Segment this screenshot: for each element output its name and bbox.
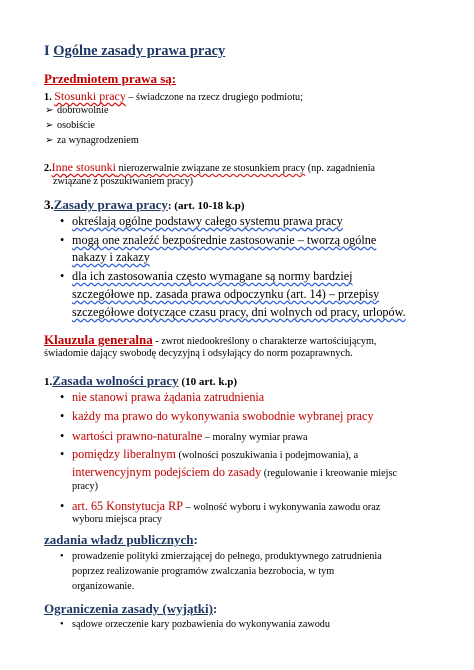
section-heading-wolnosc: [44, 373, 237, 389]
arrow-bullet-icon: ➢: [45, 135, 54, 146]
page-title: [44, 43, 225, 60]
bullet-text: szczegółowe np. zasada prawa odpoczynku (art. 14) – przepisy: [72, 287, 380, 301]
heading-number: 3.: [44, 197, 54, 212]
item-text: (np. zagadnienia: [305, 163, 376, 174]
bullet-text: (wolności poszukiwania i podejmowania), a: [175, 450, 359, 461]
bullet-item: [60, 551, 382, 562]
item-inne-stosunki: [44, 160, 375, 175]
bullet-icon: •: [60, 499, 65, 513]
bullet-item: [60, 214, 343, 229]
arrow-item-text: dobrowolnie: [57, 105, 109, 116]
bullet-item: [60, 269, 353, 284]
bullet-text: – moralny wymiar prawa: [202, 432, 308, 443]
bullet-icon: •: [60, 447, 65, 461]
section-heading-ograniczenia: [44, 601, 217, 617]
bullet-item-cont: [72, 250, 150, 265]
arrow-item-text: osobiście: [57, 120, 95, 131]
bullet-item: [60, 497, 380, 515]
bullet-text: każdy ma prawo do wykonywania swobodnie wybranej pracy: [72, 409, 374, 423]
bullet-item: [60, 619, 330, 630]
item-term: Stosunki pracy: [54, 89, 126, 103]
heading-colon: :: [193, 532, 198, 547]
bullet-text: sądowe orzeczenie kary pozbawienia do wykonywania zawodu: [72, 619, 330, 630]
bullet-text: szczegółowe dotyczące czasu pracy, dni wolnych od pracy, urlopów.: [72, 305, 406, 319]
arrow-item: [45, 135, 139, 146]
arrow-item: [45, 120, 95, 131]
bullet-icon: •: [60, 214, 65, 228]
arrow-bullet-icon: ➢: [45, 120, 54, 131]
heading-text: zadania władz publicznych: [44, 532, 194, 547]
item-term: Inne stosunki: [51, 160, 116, 174]
arrow-bullet-icon: ➢: [45, 105, 54, 116]
bullet-icon: •: [60, 409, 65, 423]
heading-article: : (art. 10-18 k.p): [167, 200, 245, 212]
item-number: 1.: [44, 92, 52, 103]
bullet-term: wartości prawno-naturalne: [72, 429, 203, 443]
section-heading-zasady: [44, 197, 245, 213]
bullet-text: dla ich zastosowania często wymagane są normy bardziej: [72, 269, 353, 283]
item-inne-stosunki-line2: związane z poszukiwaniem pracy): [53, 176, 194, 187]
heading-text: Zasada wolności pracy: [52, 373, 179, 388]
bullet-item: [60, 427, 308, 445]
bullet-text: nie stanowi prawa żądania zatrudnienia: [72, 390, 265, 404]
item-stosunki-pracy: [44, 89, 303, 104]
arrow-item-text: za wynagrodzeniem: [57, 135, 139, 146]
item-text-wavy: nierozerwalnie związane ze stosunkiem pracy: [115, 163, 306, 174]
item-number: 2.: [44, 163, 52, 174]
klauzula-definition-line2: świadomie dający swobodę decyzyjną i odsyłający do norm pozaprawnych.: [44, 348, 353, 359]
bullet-text: określają ogólne podstawy całego systemu prawa pracy: [72, 214, 343, 228]
bullet-text: (regulowanie i kreowanie miejsc: [261, 468, 397, 479]
bullet-icon: •: [60, 233, 65, 247]
bullet-icon: •: [60, 619, 64, 630]
heading-text: Zasady prawa pracy: [53, 197, 168, 212]
bullet-term: interwencyjnym podejściem do zasady: [72, 465, 262, 479]
bullet-term: art. 65 Konstytucja RP: [72, 499, 184, 513]
heading-number: 1.: [44, 376, 53, 388]
title-text: Ogólne zasady prawa pracy: [53, 43, 226, 59]
bullet-item-cont: organizowanie.: [72, 581, 135, 592]
bullet-text: – wolność wyboru i wykonywania zawodu oraz: [183, 502, 381, 513]
bullet-icon: •: [60, 429, 65, 443]
klauzula-term: Klauzula generalna: [44, 332, 153, 347]
bullet-text: mogą one znaleźć bezpośrednie zastosowanie – tworzą ogólne: [72, 233, 377, 247]
bullet-text: prowadzenie polityki zmierzającej do pełnego, produktywnego zatrudnienia: [72, 551, 382, 562]
heading-colon: :: [212, 601, 218, 616]
title-roman: I: [44, 43, 50, 59]
bullet-item: [60, 390, 264, 405]
bullet-term: pomiędzy liberalnym: [72, 447, 176, 461]
bullet-item: [60, 233, 376, 248]
bullet-item-cont: poprzez realizowanie programów zwalczania bezrobocia, w tym: [72, 566, 335, 577]
klauzula-definition: [44, 332, 376, 348]
klauzula-def: - zwrot niedookreślony o charakterze wartościującym,: [152, 336, 377, 347]
section-heading-przedmiotem: Przedmiotem prawa są:: [44, 71, 177, 86]
item-text: – świadczone na rzecz drugiego podmiotu;: [125, 92, 303, 103]
bullet-text: nakazy i zakazy: [72, 250, 150, 264]
bullet-item-cont: pracy): [72, 481, 99, 492]
heading-article: (10 art. k.p): [178, 376, 238, 388]
bullet-icon: •: [60, 390, 65, 404]
section-heading-zadania: [44, 532, 198, 548]
bullet-icon: •: [60, 269, 65, 283]
bullet-item-cont: wyboru miejsca pracy: [72, 514, 162, 525]
bullet-icon: •: [60, 551, 64, 562]
bullet-item-cont: [72, 463, 397, 481]
arrow-item: [45, 105, 109, 116]
bullet-item-cont: [72, 305, 406, 320]
heading-text: Ograniczenia zasady (wyjątki): [44, 601, 213, 616]
bullet-item-cont: [72, 287, 379, 302]
bullet-item: [60, 445, 358, 463]
bullet-item: [60, 409, 374, 424]
